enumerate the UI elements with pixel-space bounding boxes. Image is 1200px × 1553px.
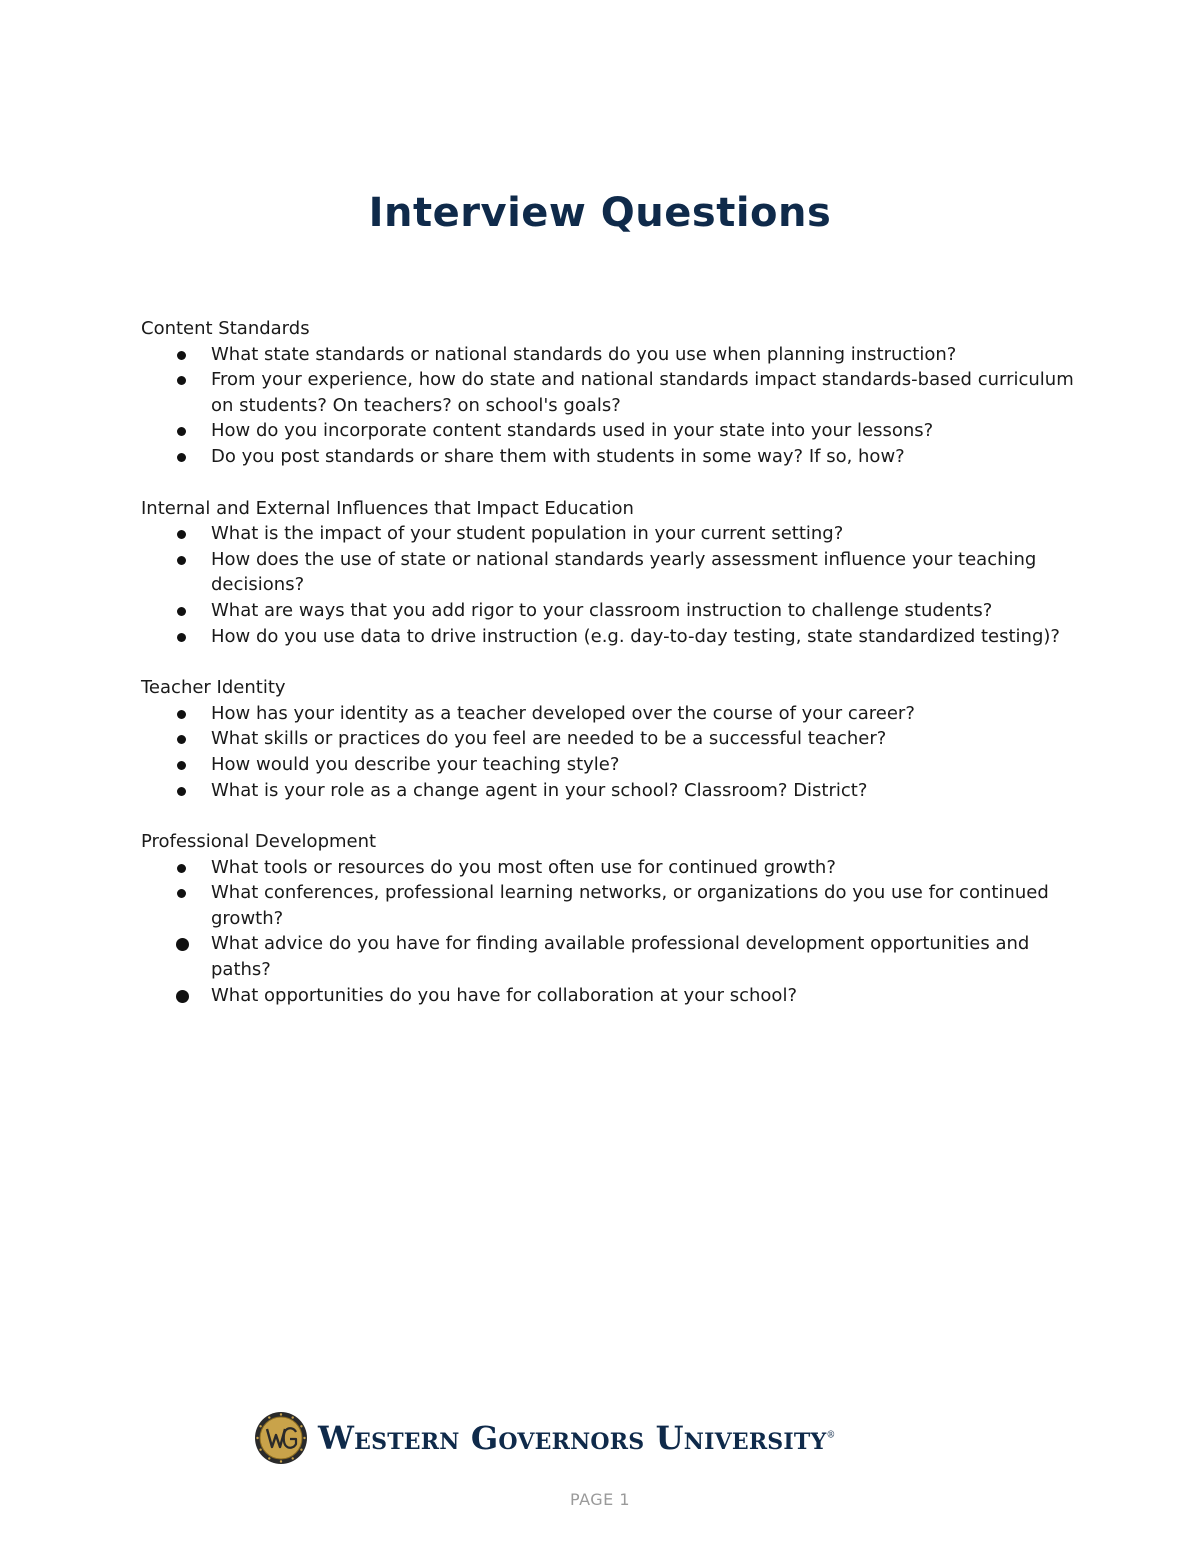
list-item bbox=[141, 521, 1081, 547]
question-text: How has your identity as a teacher developed over the course of your career? bbox=[211, 702, 915, 724]
question-text: What conferences, professional learning networks, or organizations do you use for continued growth? bbox=[211, 882, 1049, 929]
wgu-wordmark bbox=[318, 1419, 836, 1457]
question-text: Do you post standards or share them with students in some way? If so, how? bbox=[211, 445, 905, 467]
list-item bbox=[141, 624, 1081, 650]
list-item bbox=[141, 778, 1081, 804]
question-text: How do you incorporate content standards used in your state into your lessons? bbox=[211, 420, 934, 442]
section-heading: Internal and External Influences that Impact Education bbox=[141, 497, 634, 519]
question-text: How does the use of state or national standards yearly assessment influence your teaching decisions? bbox=[211, 548, 1037, 596]
question-list bbox=[141, 342, 1081, 470]
question-text: From your experience, how do state and national standards impact standards-based curriculum on students? On teachers? on school's goals? bbox=[211, 369, 1074, 416]
question-text: What opportunities do you have for collaboration at your school? bbox=[211, 984, 797, 1006]
section-heading: Content Standards bbox=[141, 318, 310, 339]
wgu-logo bbox=[254, 1411, 836, 1465]
list-item bbox=[141, 983, 1081, 1009]
list-item bbox=[141, 726, 1081, 752]
question-text: What tools or resources do you most often use for continued growth? bbox=[211, 856, 836, 878]
list-item bbox=[141, 598, 1081, 624]
bullet-icon bbox=[177, 864, 186, 873]
section-influences bbox=[141, 496, 1081, 650]
list-item bbox=[141, 855, 1081, 881]
list-item bbox=[141, 547, 1081, 598]
list-item bbox=[141, 444, 1081, 470]
list-item bbox=[141, 342, 1081, 368]
question-text: What advice do you have for finding available professional development opportunities and paths? bbox=[211, 933, 1030, 981]
question-list bbox=[141, 521, 1081, 649]
section-professional-development bbox=[141, 829, 1081, 1008]
document-title: Interview Questions bbox=[368, 190, 832, 236]
bullet-icon bbox=[177, 376, 186, 385]
list-item bbox=[141, 367, 1081, 418]
bullet-icon bbox=[177, 427, 186, 436]
question-text: What is your role as a change agent in your school? Classroom? District? bbox=[211, 779, 868, 801]
bullet-icon bbox=[176, 990, 189, 1003]
question-text: What skills or practices do you feel are needed to be a successful teacher? bbox=[211, 728, 887, 750]
section-heading: Teacher Identity bbox=[141, 677, 286, 699]
bullet-icon bbox=[177, 556, 186, 565]
bullet-icon bbox=[177, 453, 186, 462]
bullet-icon bbox=[176, 938, 189, 951]
question-text: What are ways that you add rigor to your classroom instruction to challenge students? bbox=[211, 599, 993, 621]
list-item bbox=[141, 701, 1081, 727]
list-item bbox=[141, 880, 1081, 931]
section-content-standards bbox=[141, 316, 1081, 470]
trademark-mark: ® bbox=[826, 1430, 836, 1441]
list-item bbox=[141, 418, 1081, 444]
bullet-icon bbox=[177, 633, 186, 642]
bullet-icon bbox=[177, 735, 186, 744]
section-heading: Professional Development bbox=[141, 831, 377, 853]
wgu-wordmark-text: Western Governors University bbox=[318, 1419, 827, 1457]
bullet-icon bbox=[177, 787, 186, 796]
question-list bbox=[141, 701, 1081, 803]
question-text: What state standards or national standards do you use when planning instruction? bbox=[211, 343, 957, 365]
list-item bbox=[141, 752, 1081, 778]
bullet-icon bbox=[177, 889, 186, 898]
question-text: What is the impact of your student population in your current setting? bbox=[211, 523, 844, 545]
question-text: How would you describe your teaching style? bbox=[211, 753, 620, 775]
bullet-icon bbox=[177, 710, 186, 719]
bullet-icon bbox=[177, 761, 186, 770]
bullet-icon bbox=[177, 351, 186, 360]
document-body bbox=[141, 316, 1081, 1034]
wgu-seal-icon bbox=[254, 1411, 308, 1465]
bullet-icon bbox=[177, 607, 186, 616]
page-number: PAGE 1 bbox=[569, 1490, 631, 1509]
bullet-icon bbox=[177, 530, 186, 539]
question-text: How do you use data to drive instruction (e.g. day-to-day testing, state standardized testing)? bbox=[211, 625, 1060, 647]
question-list bbox=[141, 855, 1081, 1009]
section-teacher-identity bbox=[141, 675, 1081, 803]
list-item bbox=[141, 931, 1081, 982]
